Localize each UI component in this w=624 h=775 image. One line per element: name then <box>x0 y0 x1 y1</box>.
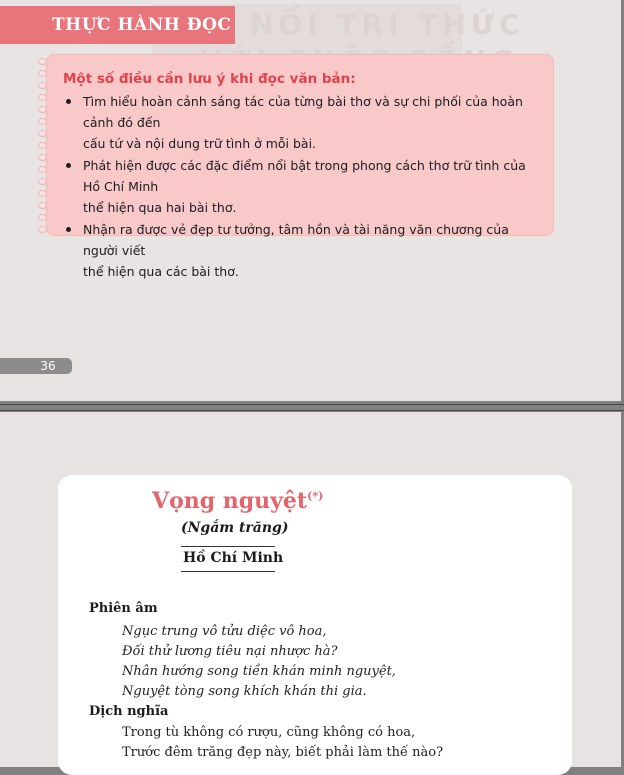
verse-line: Đối thử lương tiêu nại nhược hà? <box>122 644 338 659</box>
poem-author: Hồ Chí Minh <box>183 550 284 566</box>
note-item: Phát hiện được các đặc điểm nổi bật trong phong cách thơ trữ tình của Hồ Chí Minh thể hiện qua hai bài thơ. <box>63 155 543 218</box>
poem-subtitle: (Ngắm trăng) <box>181 520 289 536</box>
verse-line: Trước đêm trăng đẹp này, biết phải làm thế nào? <box>122 745 444 760</box>
notebook-spiral <box>38 58 52 238</box>
phien-am-label: Phiên âm <box>89 601 158 616</box>
poem-title: Vọng nguyệt(*) <box>152 488 324 514</box>
note-item: Nhận ra được vẻ đẹp tư tưởng, tâm hồn và tài năng văn chương của người viết thể hiện qua các bài thơ. <box>63 219 543 282</box>
page-divider <box>0 404 624 405</box>
page-divider <box>0 410 624 411</box>
notes-title: Một số điều cần lưu ý khi đọc văn bản: <box>63 71 356 87</box>
reading-notes-box <box>46 54 554 279</box>
footnote-marker: (*) <box>307 489 324 503</box>
watermark-line-1: NỐI TRI THỨC <box>250 8 525 41</box>
dich-nghia-verse <box>122 723 443 763</box>
phien-am-verse <box>122 622 396 702</box>
page-number: 36 <box>0 358 72 374</box>
verse-line: Nguyệt tòng song khích khán thi gia. <box>122 684 367 699</box>
verse-line: Ngục trung vô tửu diệc vô hoa, <box>122 624 327 639</box>
dich-nghia-label: Dịch nghĩa <box>89 704 169 719</box>
verse-line: Trong tù không có rượu, cũng không có hoa, <box>122 725 416 740</box>
author-rule <box>181 546 275 547</box>
section-tab-label: THỰC HÀNH ĐỌC <box>52 15 232 35</box>
author-rule <box>181 571 275 572</box>
note-item: Tìm hiểu hoàn cảnh sáng tác của từng bài thơ và sự chi phối của hoàn cảnh đó đến cấu tứ và nội dung trữ tình ở mỗi bài. <box>63 91 543 154</box>
verse-line: Nhân hướng song tiền khán minh nguyệt, <box>122 664 396 679</box>
section-tab <box>0 6 235 44</box>
notes-list <box>63 91 543 282</box>
